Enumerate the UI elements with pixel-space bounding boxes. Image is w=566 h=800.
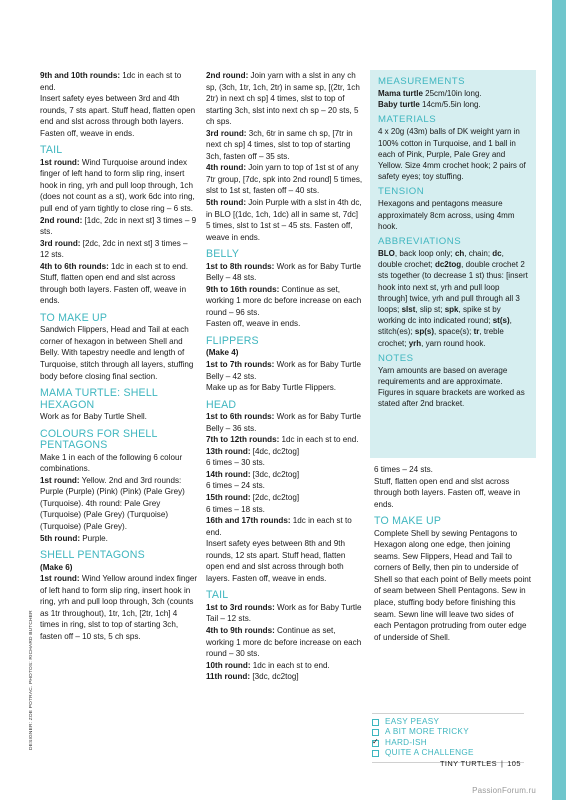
- label-bold: dc2tog: [434, 260, 462, 270]
- label-bold: 1st to 8th rounds:: [206, 261, 275, 271]
- checkbox-checked-icon: [372, 740, 379, 747]
- instruction-line: 6 times – 30 sts.: [206, 458, 265, 468]
- label-bold: Baby turtle: [378, 100, 420, 110]
- footer-divider: |: [500, 759, 504, 768]
- instruction-line: 7th to 12th rounds: 1dc in each st to end.: [206, 435, 359, 445]
- instruction-line: Make 1 in each of the following 6 colour combinations.: [40, 452, 183, 474]
- label-bold: 4th to 9th rounds:: [206, 625, 275, 635]
- materials-heading: MATERIALS: [378, 114, 437, 126]
- instruction-line: [206, 347, 364, 359]
- label-bold: 4th to 6th rounds:: [40, 261, 109, 271]
- label-bold: Mama turtle: [378, 89, 423, 98]
- column-3: [374, 464, 532, 643]
- difficulty-challenge: [372, 748, 524, 758]
- photo-credits: [29, 600, 37, 750]
- notes-text: Yarn amounts are based on average requirements and are approximate. Figures in square brackets are worked as stated after 2nd bracket.: [378, 365, 525, 409]
- label-bold: 9th and 10th rounds:: [40, 71, 121, 80]
- belly-heading: BELLY: [206, 248, 240, 261]
- label-bold: slst: [401, 305, 416, 315]
- label-bold: dc: [492, 249, 502, 259]
- credits-text: DESIGNER: ZOE POTRAC. PHOTOS: RICHARD BUTCHER: [29, 610, 34, 750]
- flippers-rows: [206, 347, 364, 393]
- instruction-line: 1st to 7th rounds: Work as for Baby Turtle Belly – 42 sts.: [206, 360, 362, 381]
- instruction-line: 1st to 6th rounds: Work as for Baby Turtle Belly – 36 sts.: [206, 412, 362, 433]
- label-bold: 1st round:: [40, 475, 80, 485]
- belly-rows: [206, 261, 364, 330]
- materials-text: 4 x 20g (43m) balls of DK weight yarn in 100% cotton in Turquoise, and 1 ball in each of Pink, Purple, Pale Grey and Yellow. Size 4mm crochet hook; 2 pairs of safety eyes; toy stuffing.: [378, 127, 526, 182]
- abbreviations-text: BLO, back loop only; ch, chain; dc, double crochet; dc2tog, double crochet 2 sts together (to decrease 1 st) thus: [insert hook into next st, yrh and pull loop through] twice, yrh and pull through all 3 loops; slst, slip st; spk, spike st by working dc into indicated round; st(s), stitch(es); sp(s), space(s); tr, treble crochet; yrh, yarn round hook.: [378, 249, 528, 348]
- instruction-line: Stuff, flatten open end and slst across through both layers. Fasten off, weave in ends.: [374, 476, 521, 509]
- page-footer: [440, 759, 521, 768]
- instruction-line: 1st round: Yellow. 2nd and 3rd rounds: Purple (Purple) (Pink) (Pink) (Pale Grey) (Turquoise). 4th round: Pale Grey (Turquoise) (Pale Grey) (Turquoise) (Turquoise) (Pale Grey).: [40, 475, 185, 531]
- difficulty-label: QUITE A CHALLENGE: [385, 748, 474, 758]
- instruction-line: 14th round: [3dc, dc2tog]: [206, 469, 300, 479]
- instruction-line: 4th round: Join yarn to top of 1st st of any 7tr group, [7dc, spk into 2nd round] 5 times, slst to 1st st, fasten off – 40 sts.: [206, 163, 363, 196]
- label-bold: tr: [473, 327, 480, 337]
- tension-heading: TENSION: [378, 186, 425, 198]
- difficulty-rating: [372, 713, 524, 763]
- instruction-line: 2nd round: Join yarn with a slst in any ch sp, (3ch, 1tr, 1ch, 2tr) in same sp, [(2tr, 1ch 2tr) in next ch sp] 4 times, slst to top of starting 3ch, slst into next ch sp – 20 sts, 5 ch sps.: [206, 71, 360, 127]
- instruction-line: 15th round: [2dc, dc2tog]: [206, 493, 300, 502]
- label-bold: 9th to 16th rounds:: [206, 284, 280, 294]
- tail-rows-2: [206, 602, 364, 683]
- tension-text: Hexagons and pentagons measure approximately 8cm across, using 4mm hook.: [378, 199, 515, 231]
- instruction-line: 3rd round: [2dc, 2dc in next st] 3 times – 12 sts.: [40, 238, 188, 260]
- label-bold: yrh: [408, 338, 422, 348]
- difficulty-tricky: [372, 727, 524, 737]
- label-bold: (Make 6): [40, 562, 73, 572]
- label-bold: 13th round:: [206, 446, 251, 456]
- measurements-rows: [378, 88, 528, 110]
- colours-heading: COLOURS FOR SHELL PENTAGONS: [40, 427, 158, 452]
- instruction-line: Insert safety eyes between 3rd and 4th rounds, 7 sts apart. Stuff head, flatten open end and slst across through both layers. Fasten off, weave in ends.: [40, 94, 196, 138]
- tail-finish-rows: [374, 464, 532, 510]
- instruction-line: 6 times – 18 sts.: [206, 504, 265, 514]
- info-sidebar: [370, 70, 536, 458]
- label-bold: 5th round:: [40, 533, 81, 543]
- label-bold: st(s): [492, 316, 510, 326]
- instruction-line: 1st to 8th rounds: Work as for Baby Turtle Belly – 48 sts.: [206, 261, 362, 283]
- label-bold: 15th round:: [206, 493, 251, 502]
- make-up-heading-2: TO MAKE UP: [374, 515, 442, 528]
- difficulty-easy: [372, 717, 524, 727]
- instruction-line: 5th round: Join Purple with a slst in 4th dc, in BLO [(1dc, 1ch, 1dc) all in same st, 7dc] 5 times, slst to 1st st – 45 sts. Fasten off, weave in ends.: [206, 198, 362, 242]
- label-bold: (Make 4): [206, 348, 239, 358]
- instruction-line: 1st round: Wind Yellow around index finger of left hand to form slip ring, insert hook in ring, yrh and pull loop through, 3ch (counts as 1tr throughout), 1tr, 1ch, [2tr, 1ch] 4 times in ring, slst to top of starting 3ch, fasten off – 10 sts, 5 ch sps.: [40, 574, 198, 641]
- label-bold: sp(s): [414, 327, 435, 337]
- instruction-line: 16th and 17th rounds: 1dc in each st to end.: [206, 516, 352, 537]
- label-bold: 3rd round:: [40, 238, 81, 248]
- label-bold: 14th round:: [206, 469, 251, 479]
- checkbox-icon: [372, 750, 379, 757]
- instruction-line: 9th to 16th rounds: Continue as set, working 1 more dc before increase on each round – 96 sts.: [206, 284, 362, 317]
- tail-rows: [40, 157, 198, 307]
- instruction-line: 6 times – 24 sts.: [206, 481, 265, 491]
- make-up-text-2: Complete Shell by sewing Pentagons to Hexagon along one edge, then joining seams. Sew Flippers, Head and Tail to corners of Belly, then pin to underside of Shell so that each point of Belly meets point of seam between Shell Pentagons. Sew in place, stuffing body before finishing this seam. Sewn line will leave two sides of each Pentagon protruding from outer edge of underside of Shell.: [374, 528, 532, 642]
- tail-heading-2: TAIL: [206, 589, 229, 602]
- label-bold: 7th to 12th rounds:: [206, 435, 280, 445]
- head-heading: HEAD: [206, 398, 237, 411]
- label-bold: 1st to 7th rounds:: [206, 360, 275, 370]
- instruction-line: Fasten off, weave in ends.: [206, 319, 301, 329]
- instruction-line: Stuff, flatten open end and slst across through both layers. Fasten off, weave in ends.: [40, 273, 187, 306]
- instruction-line: 3rd round: 3ch, 6tr in same ch sp, [7tr in next ch sp] 4 times, slst to top of starting 3ch, fasten off – 35 sts.: [206, 128, 353, 161]
- instruction-line: 2nd round: [1dc, 2dc in next st] 3 times – 9 sts.: [40, 215, 197, 237]
- label-bold: 2nd round:: [40, 215, 83, 225]
- instruction-line: 1st to 3rd rounds: Work as for Baby Turtle Tail – 12 sts.: [206, 602, 362, 624]
- pentagons-heading: SHELL PENTAGONS: [40, 549, 145, 562]
- instruction-line: 5th round: Purple.: [40, 533, 108, 543]
- instruction-line: Insert safety eyes between 8th and 9th rounds, 12 sts apart. Stuff head, flatten open end and slst across through both layers. Fasten off, weave in ends.: [206, 539, 346, 583]
- make-up-text: Sandwich Flippers, Head and Tail at each corner of hexagon in between Shell and Belly. With tapestry needle and length of Turquoise, stitch through all layers, stuffing body before closing final section.: [40, 325, 194, 381]
- label-bold: 11th round:: [206, 672, 251, 682]
- checkbox-icon: [372, 729, 379, 736]
- instruction-line: 13th round: [4dc, dc2tog]: [206, 446, 300, 456]
- label-bold: 1st to 6th rounds:: [206, 412, 275, 422]
- colours-rows: [40, 452, 198, 544]
- pentagon-rounds: [206, 70, 364, 243]
- difficulty-label: A BIT MORE TRICKY: [385, 727, 469, 737]
- label-bold: 4th round:: [206, 163, 247, 173]
- label-bold: 5th round:: [206, 198, 247, 208]
- tail-heading: TAIL: [40, 144, 63, 157]
- label-bold: 1st round:: [40, 157, 80, 167]
- abbreviations-heading: ABBREVIATIONS: [378, 236, 462, 248]
- mama-turtle-text: Work as for Baby Turtle Shell.: [40, 412, 147, 422]
- make-up-heading: TO MAKE UP: [40, 311, 108, 324]
- label-bold: BLO: [378, 249, 395, 259]
- instruction-line: 4th to 9th rounds: Continue as set, working 1 more dc before increase on each round – 30 sts.: [206, 625, 362, 659]
- difficulty-hard: [372, 738, 524, 748]
- instruction-line: Mama turtle 25cm/10in long.: [378, 89, 482, 98]
- instruction-line: 10th round: 1dc in each st to end.: [206, 660, 330, 670]
- label-bold: 2nd round:: [206, 71, 249, 80]
- label-bold: 16th and 17th rounds:: [206, 516, 291, 526]
- flippers-heading: FLIPPERS: [206, 334, 259, 347]
- instruction-line: 6 times – 24 sts.: [374, 465, 433, 474]
- page-number: 105: [507, 759, 521, 768]
- checkbox-icon: [372, 719, 379, 726]
- notes-heading: NOTES: [378, 352, 414, 364]
- footer-section: TINY TURTLES: [440, 759, 497, 768]
- instruction-line: 9th and 10th rounds: 1dc in each st to end.: [40, 71, 182, 92]
- instruction-line: [40, 562, 198, 574]
- instruction-line: Baby turtle 14cm/5.5in long.: [378, 100, 481, 110]
- column-1: [40, 70, 198, 642]
- label-bold: 3rd round:: [206, 128, 247, 138]
- difficulty-label: HARD-ISH: [385, 737, 427, 747]
- watermark: PassionForum.ru: [472, 786, 536, 795]
- head-finish-rows: [40, 70, 198, 139]
- measurements-heading: MEASUREMENTS: [378, 76, 466, 87]
- label-bold: 1st round:: [40, 574, 80, 584]
- instruction-line: 11th round: [3dc, dc2tog]: [206, 672, 299, 682]
- label-bold: 10th round:: [206, 660, 251, 670]
- instruction-line: 1st round: Wind Turquoise around index finger of left hand to form slip ring, insert hook in ring, yrh and pull loop through, 1ch (does not count as a st), work 6dc into ring, pull end of yarn tightly to close ring – 6 sts.: [40, 157, 195, 213]
- column-2: [206, 70, 364, 683]
- label-bold: 1st to 3rd rounds:: [206, 602, 275, 612]
- mama-turtle-heading: MAMA TURTLE: SHELL HEXAGON: [40, 387, 158, 411]
- instruction-line: 4th to 6th rounds: 1dc in each st to end.: [40, 261, 188, 271]
- label-bold: spk: [444, 305, 459, 315]
- difficulty-label: EASY PEASY: [385, 717, 440, 726]
- head-rows: [206, 411, 364, 584]
- label-bold: ch: [454, 249, 465, 259]
- instruction-line: Make up as for Baby Turtle Flippers.: [206, 383, 337, 393]
- pentagons-rows: [40, 562, 198, 643]
- page-edge-bar: [552, 0, 566, 800]
